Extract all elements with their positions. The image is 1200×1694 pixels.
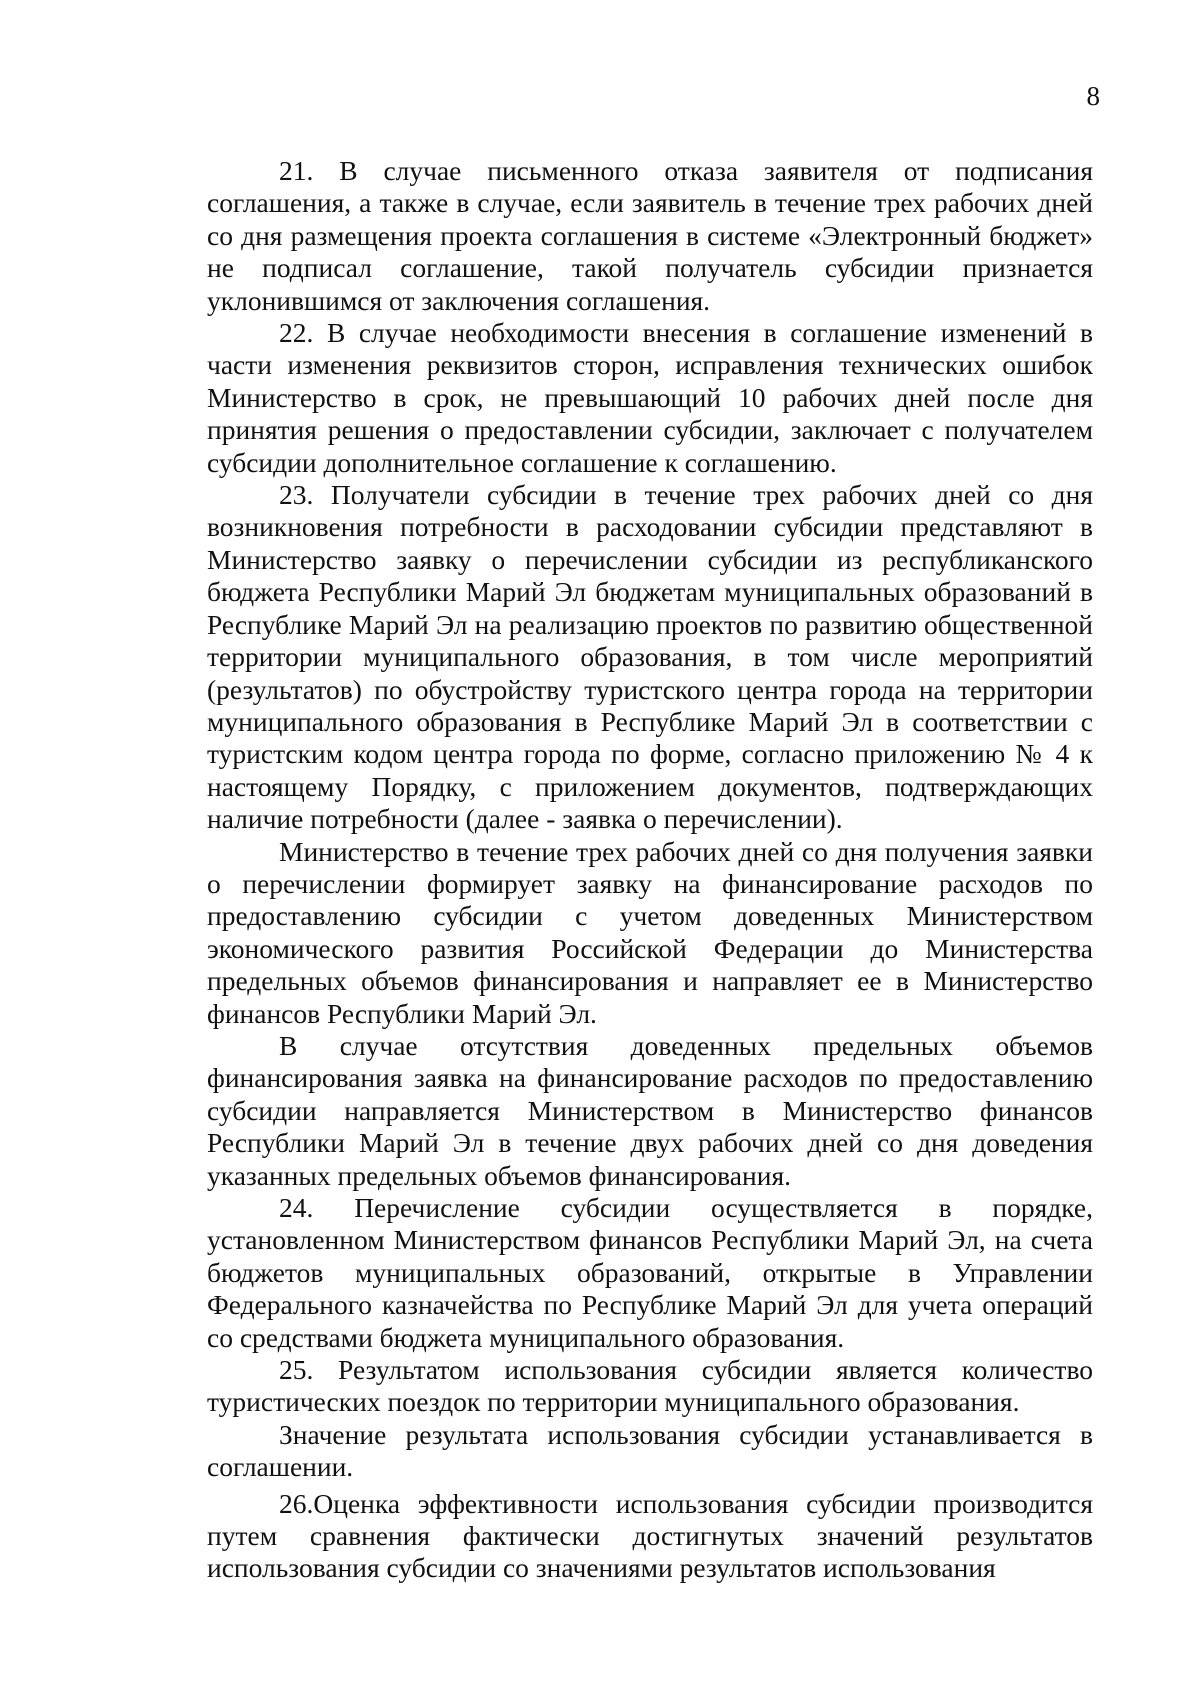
page-number: 8	[1086, 81, 1100, 111]
document-body	[207, 155, 1093, 1585]
paragraph-23: 23. Получатели субсидии в течение трех рабочих дней со дня возникновения потребности в расходовании субсидии представляют в Министерство заявку о перечислении субсидии из республиканского бюджета Республики Марий Эл бюджетам муниципальных образований в Республике Марий Эл на реализацию проектов по развитию общественной территории муниципального образования, в том числе мероприятий (результатов) по обустройству туристского центра города на территории муниципального образования в Республике Марий Эл в соответствии с туристским кодом центра города по форме, согласно приложению № 4 к настоящему Порядку, с приложением документов, подтверждающих наличие потребности (далее - заявка о перечислении).	[207, 479, 1093, 835]
paragraph-no-limits: В случае отсутствия доведенных предельных объемов финансирования заявка на финансирование расходов по предоставлению субсидии направляется Министерством в Министерство финансов Республики Марий Эл в течение двух рабочих дней со дня доведения указанных предельных объемов финансирования.	[207, 1029, 1093, 1191]
paragraph-26: 26.Оценка эффективности использования субсидии производится путем сравнения фактически достигнутых значений результатов использования субсидии со значениями результатов использования	[207, 1487, 1093, 1584]
paragraph-result-value: Значение результата использования субсидии устанавливается в соглашении.	[207, 1418, 1093, 1483]
paragraph-25: 25. Результатом использования субсидии является количество туристических поездок по территории муниципального образования.	[207, 1354, 1093, 1418]
paragraph-24: 24. Перечисление субсидии осуществляется в порядке, установленном Министерством финансов Республики Марий Эл, на счета бюджетов муниципальных образований, открытые в Управлении Федерального казначейства по Республике Марий Эл для учета операций со средствами бюджета муниципального образования.	[207, 1192, 1093, 1353]
paragraph-22: 22. В случае необходимости внесения в соглашение изменений в части изменения реквизитов сторон, исправления технических ошибок Министерство в срок, не превышающий 10 рабочих дней после дня принятия решения о предоставлении субсидии, заключает с получателем субсидии дополнительное соглашение к соглашению.	[207, 317, 1093, 478]
paragraph-ministry-request: Министерство в течение трех рабочих дней со дня получения заявки о перечислении формирует заявку на финансирование расходов по предоставлению субсидии с учетом доведенных Министерством экономического развития Российской Федерации до Министерства предельных объемов финансирования и направляет ее в Министерство финансов Республики Марий Эл.	[207, 835, 1093, 1029]
paragraph-21: 21. В случае письменного отказа заявителя от подписания соглашения, а также в случае, если заявитель в течение трех рабочих дней со дня размещения проекта соглашения в системе «Электронный бюджет» не подписал соглашение, такой получатель субсидии признается уклонившимся от заключения соглашения.	[207, 155, 1093, 316]
